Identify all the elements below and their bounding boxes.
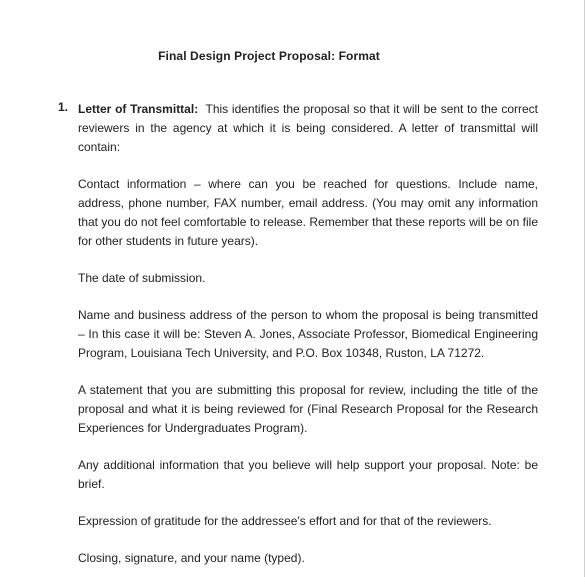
paragraph-contact-info: Contact information – where can you be reached for questions. Include name, address, phone number, FAX number, email address. (You may omit any information that you do not feel comfortable to release. Remember that these reports will be on file for other students in future years). xyxy=(78,177,538,248)
item-intro-paragraph xyxy=(78,100,538,157)
item-heading: Letter of Transmittal: xyxy=(78,102,199,116)
paragraph-submission-date: The date of submission. xyxy=(78,271,206,285)
document-body xyxy=(78,100,538,586)
item-intro-text: This identifies the proposal so that it will be sent to the correct reviewers in the agency at which it is being considered. A letter of transmittal will contain: xyxy=(78,102,538,154)
document-title: Final Design Project Proposal: Format xyxy=(158,49,380,63)
paragraph-recipient-address: Name and business address of the person to whom the proposal is being transmitted – In this case it will be: Steven A. Jones, Associate Professor, Biomedical Engineering Program, Louisiana Tech University, and P.O. Box 10348, Ruston, LA 71272. xyxy=(78,308,538,360)
paragraph-closing: Closing, signature, and your name (typed). xyxy=(78,551,305,565)
paragraph-gratitude: Expression of gratitude for the addressee's effort and for that of the reviewers. xyxy=(78,514,492,528)
paragraph-additional-info: Any additional information that you believe will help support your proposal. Note: be brief. xyxy=(78,458,538,491)
paragraph-review-statement: A statement that you are submitting this proposal for review, including the title of the proposal and what it is being reviewed for (Final Research Proposal for the Research Experiences for Undergraduates Program). xyxy=(78,383,538,435)
list-number: 1. xyxy=(58,100,69,114)
